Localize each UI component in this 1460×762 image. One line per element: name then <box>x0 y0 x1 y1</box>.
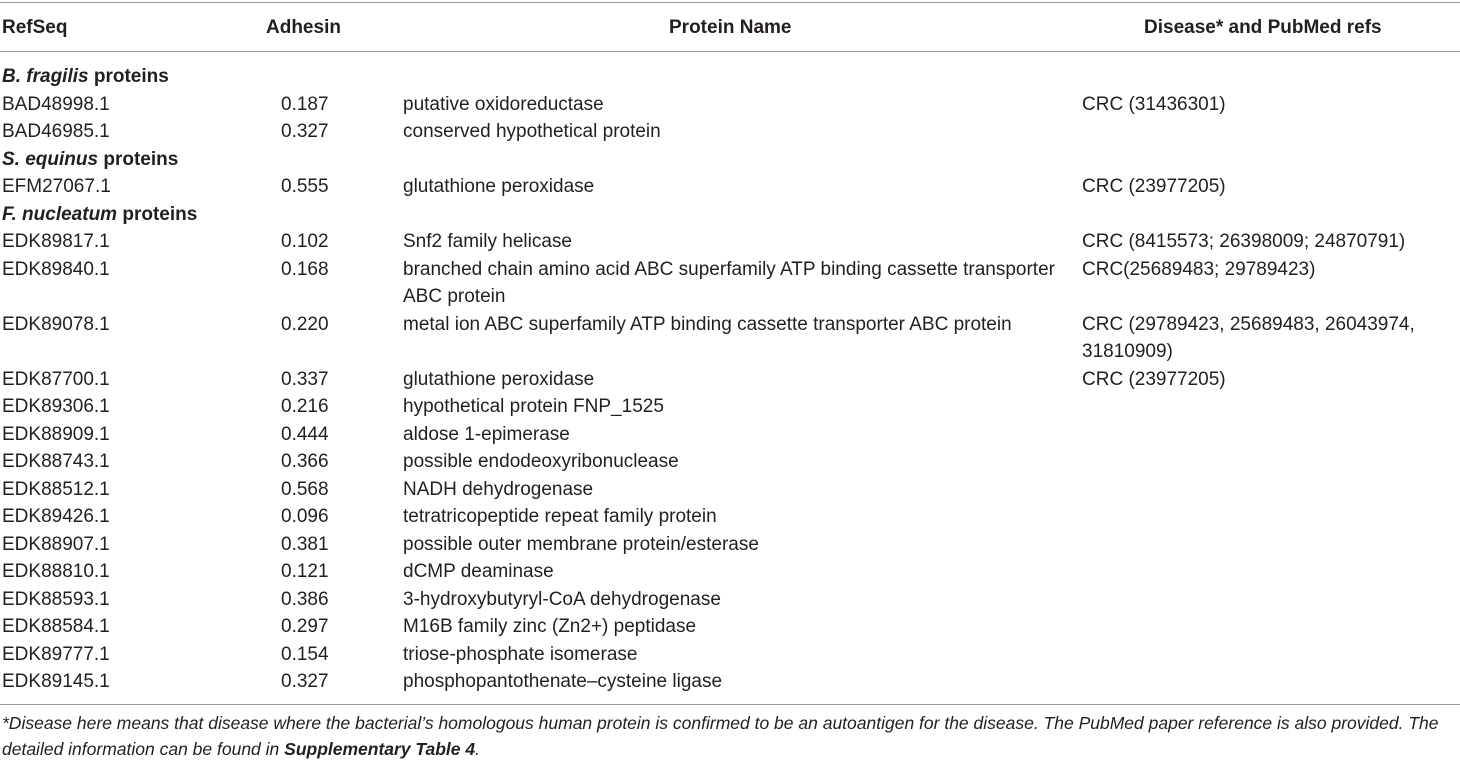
cell-adhesin: 0.568 <box>281 478 329 500</box>
cell-adhesin: 0.386 <box>281 588 329 610</box>
top-rule <box>0 2 1460 3</box>
footnote-text: *Disease here means that disease where the bacterial’s homologous human protein is confirmed to be an autoantigen for the disease. The PubMed paper reference is also provided. The detailed information can be found in <box>2 713 1439 759</box>
header-protein-name: Protein Name <box>669 17 792 38</box>
cell-protein-name: hypothetical protein FNP_1525 <box>403 396 664 417</box>
cell-protein-name: tetratricopeptide repeat family protein <box>403 506 717 527</box>
cell-adhesin: 0.216 <box>281 396 329 417</box>
cell-refseq: EDK89777.1 <box>2 643 110 665</box>
cell-refseq: EDK89840.1 <box>2 258 110 280</box>
section-suffix: proteins <box>98 148 179 170</box>
header-refseq: RefSeq <box>2 17 68 38</box>
cell-protein-name: NADH dehydrogenase <box>403 478 594 500</box>
cell-protein-name: 3-hydroxybutyryl-CoA dehydrogenase <box>403 588 721 610</box>
cell-disease: CRC (23977205) <box>1082 368 1226 390</box>
section-suffix: proteins <box>88 66 169 87</box>
cell-refseq: EDK88909.1 <box>2 423 110 445</box>
cell-refseq: EDK88743.1 <box>2 451 110 472</box>
cell-protein-name: metal ion ABC superfamily ATP binding cassette transporter ABC protein <box>403 313 1012 335</box>
section-title <box>2 146 178 174</box>
species-name: S. equinus <box>2 148 99 170</box>
cell-refseq: EDK88810.1 <box>2 561 110 582</box>
cell-adhesin: 0.154 <box>281 643 329 665</box>
cell-disease: CRC (8415573; 26398009; 24870791) <box>1082 231 1406 252</box>
cell-adhesin: 0.381 <box>281 533 329 555</box>
section-title <box>2 63 169 91</box>
cell-refseq: EDK89817.1 <box>2 231 110 252</box>
cell-adhesin: 0.327 <box>281 121 329 142</box>
section-suffix: proteins <box>117 203 198 225</box>
species-name: F. nucleatum <box>2 203 118 225</box>
cell-adhesin: 0.220 <box>281 313 329 335</box>
cell-adhesin: 0.187 <box>281 93 329 115</box>
cell-protein-name: M16B family zinc (Zn2+) peptidase <box>403 616 697 637</box>
cell-refseq: BAD48998.1 <box>2 93 110 115</box>
cell-adhesin: 0.102 <box>281 231 329 252</box>
cell-protein-name: glutathione peroxidase <box>403 176 595 197</box>
cell-refseq: EFM27067.1 <box>2 176 111 197</box>
cell-protein-name: Snf2 family helicase <box>403 231 572 252</box>
cell-refseq: EDK89306.1 <box>2 396 110 417</box>
cell-protein-name: triose-phosphate isomerase <box>403 643 638 665</box>
cell-adhesin: 0.366 <box>281 451 329 472</box>
cell-protein-name: branched chain amino acid ABC superfamily ATP binding cassette transporter ABC protein <box>403 258 1055 307</box>
cell-refseq: EDK88907.1 <box>2 533 110 555</box>
footnote-end: . <box>475 739 480 759</box>
cell-protein-name: aldose 1-epimerase <box>403 423 570 445</box>
cell-refseq: EDK88584.1 <box>2 616 110 637</box>
table-footnote <box>2 710 1458 762</box>
cell-protein-name: dCMP deaminase <box>403 561 554 582</box>
cell-protein-name: phosphopantothenate–cysteine ligase <box>403 671 723 692</box>
cell-adhesin: 0.096 <box>281 506 329 527</box>
cell-protein-name: possible outer membrane protein/esterase <box>403 533 759 555</box>
cell-adhesin: 0.297 <box>281 616 329 637</box>
cell-refseq: EDK89426.1 <box>2 506 110 527</box>
bottom-rule <box>0 704 1460 705</box>
cell-refseq: EDK87700.1 <box>2 368 110 390</box>
species-name: B. fragilis <box>2 66 89 87</box>
cell-protein-name: putative oxidoreductase <box>403 93 604 115</box>
cell-disease: CRC (31436301) <box>1082 93 1226 115</box>
supplementary-table-link[interactable]: Supplementary Table 4 <box>284 739 476 759</box>
header-adhesin: Adhesin <box>266 17 341 38</box>
cell-disease: CRC (23977205) <box>1082 176 1226 197</box>
cell-refseq: EDK88593.1 <box>2 588 110 610</box>
cell-disease: CRC(25689483; 29789423) <box>1082 258 1316 280</box>
cell-disease: CRC (29789423, 25689483, 26043974, 31810909) <box>1082 313 1415 362</box>
cell-adhesin: 0.121 <box>281 561 329 582</box>
cell-protein-name: glutathione peroxidase <box>403 368 595 390</box>
header-disease: Disease* and PubMed refs <box>1144 17 1382 38</box>
header-rule <box>0 51 1460 52</box>
cell-refseq: BAD46985.1 <box>2 121 110 142</box>
cell-refseq: EDK89145.1 <box>2 671 110 692</box>
cell-adhesin: 0.168 <box>281 258 329 280</box>
cell-protein-name: conserved hypothetical protein <box>403 121 661 142</box>
cell-adhesin: 0.555 <box>281 176 329 197</box>
cell-protein-name: possible endodeoxyribonuclease <box>403 451 679 472</box>
cell-refseq: EDK88512.1 <box>2 478 110 500</box>
section-title <box>2 201 197 229</box>
cell-adhesin: 0.444 <box>281 423 329 445</box>
cell-adhesin: 0.337 <box>281 368 329 390</box>
cell-refseq: EDK89078.1 <box>2 313 110 335</box>
cell-adhesin: 0.327 <box>281 671 329 692</box>
